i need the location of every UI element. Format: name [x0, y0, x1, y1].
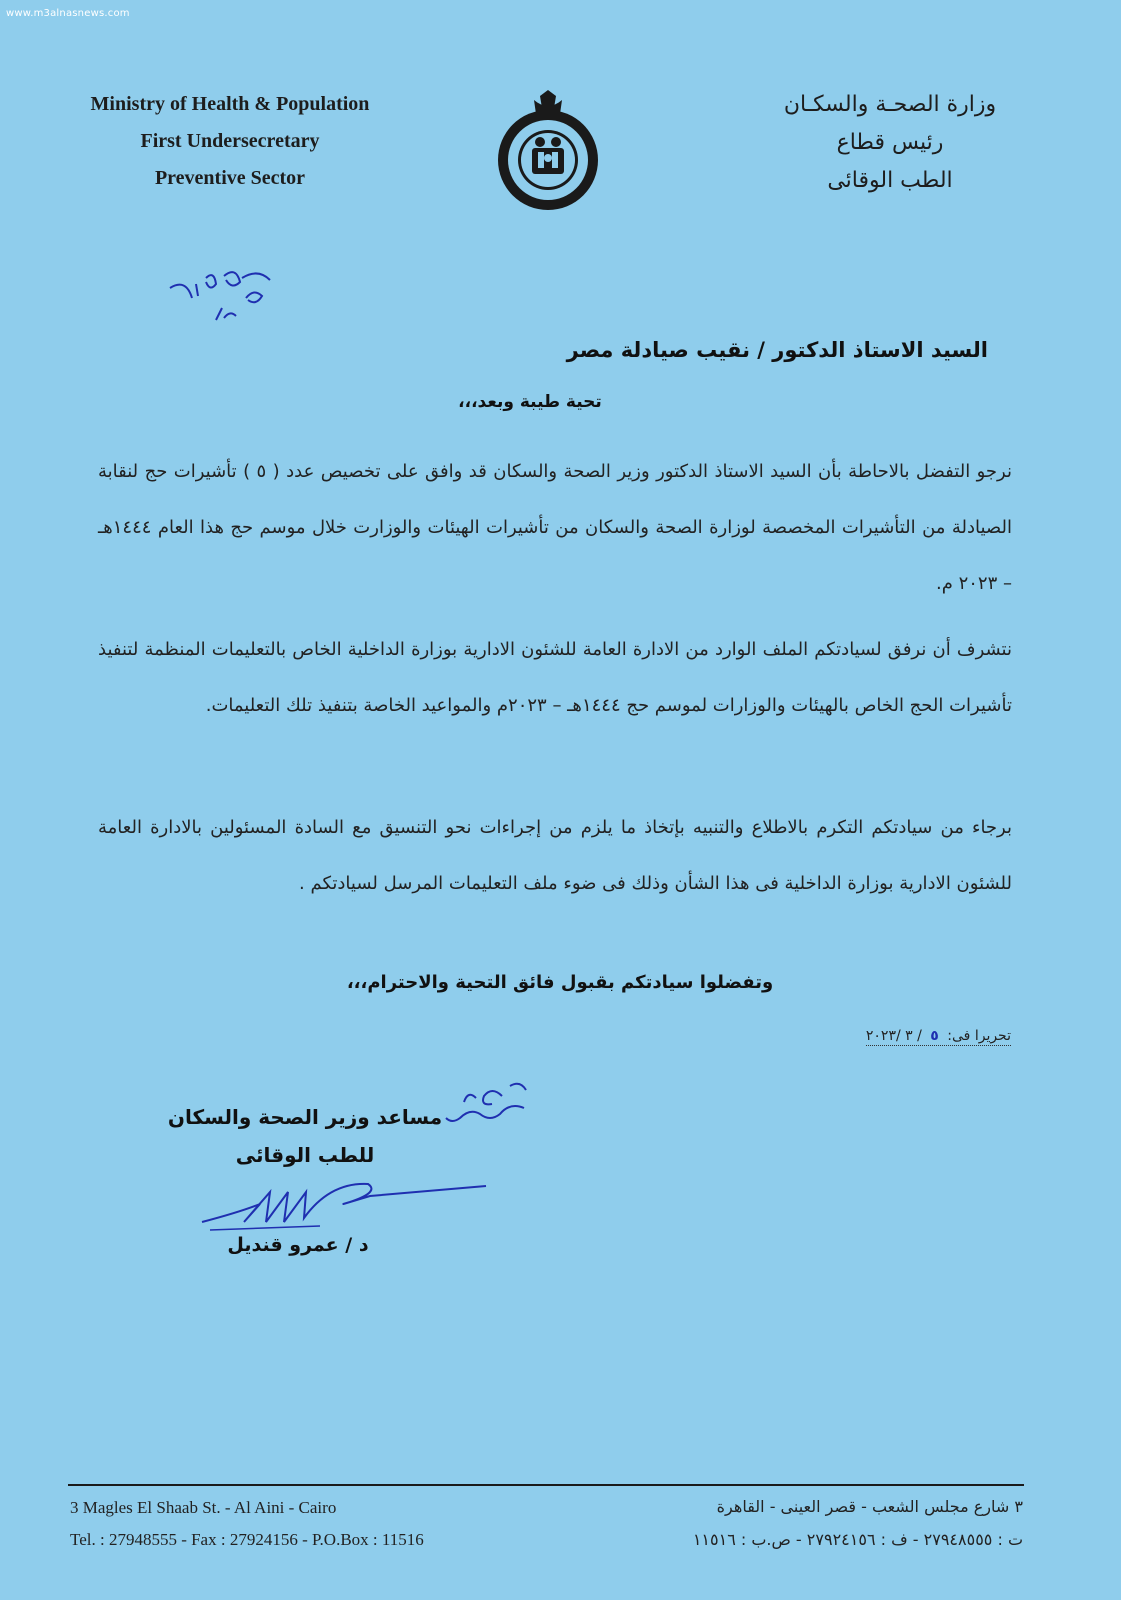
letter-paragraph-2: نتشرف أن نرفق لسيادتكم الملف الوارد من الادارة العامة للشئون الادارية بوزارة الداخلية الخاص بالتعليمات المنظمة لتنفيذ تأشيرات الحج الخاص بالهيئات والوزارات لموسم حج ١٤٤٤هـ – ٢٠٢٣م والمواعيد الخاصة بتنفيذ تلك التعليمات. — [98, 639, 1012, 716]
date-month-year: / ٣ /٢٠٢٣ — [865, 1028, 922, 1044]
signatory-title-line1: مساعد وزير الصحة والسكان — [167, 1105, 443, 1129]
issue-date — [866, 1028, 1011, 1046]
header-en-undersecretary: First Undersecretary — [140, 130, 320, 152]
letter-paragraph-3: برجاء من سيادتكم التكرم بالاطلاع والتنبيه بإتخاذ ما يلزم من إجراءات نحو التنسيق مع السادة المسئولين بالادارة العامة للشئون الادارية بوزارة الداخلية فى هذا الشأن وذلك فى ضوء ملف التعليمات المرسل لسيادتكم . — [98, 817, 1012, 894]
header-ar-sector: الطب الوقائى — [827, 168, 953, 193]
handwritten-reference-note — [166, 258, 286, 338]
header-ar-ministry: وزارة الصحـة والسكـان — [783, 92, 997, 117]
header-ar-head: رئيس قطاع — [836, 130, 944, 155]
letter-paragraph-1: نرجو التفضل بالاحاطة بأن السيد الاستاذ الدكتور وزير الصحة والسكان قد وافق على تخصيص عدد ( ٥ ) تأشيرات حج لنقابة الصيادلة من التأشيرات المخصصة لوزارة الصحة والسكان من تأشيرات الهيئات والوزارت خلال موسم حج هذا العام ١٤٤٤هـ – ٢٠٢٣ م. — [98, 461, 1012, 594]
signatory-name: د / عمرو قنديل — [227, 1234, 369, 1256]
greeting-line: تحية طيبة وبعد،،، — [458, 392, 602, 412]
header-arabic — [740, 86, 1040, 200]
footer-ar-contact: ت : ٢٧٩٤٨٥٥٥ - ف : ٢٧٩٢٤١٥٦ - ص.ب : ١١٥١٦ — [692, 1530, 1023, 1549]
footer-en-address: 3 Magles El Shaab St. - Al Aini - Cairo — [70, 1498, 337, 1517]
footer-ar-address: ٣ شارع مجلس الشعب - قصر العينى - القاهرة — [716, 1497, 1023, 1516]
header-english — [60, 86, 400, 197]
recipient-line: السيد الاستاذ الدكتور / نقيب صيادلة مصر — [566, 338, 988, 362]
signatory-title-line2: للطب الوقائى — [235, 1143, 375, 1167]
ministry-seal-icon — [494, 88, 602, 214]
footer-en-contact: Tel. : 27948555 - Fax : 27924156 - P.O.Box : 11516 — [70, 1530, 424, 1549]
date-label: تحريرا فى: — [947, 1028, 1011, 1044]
date-day: ٥ — [930, 1028, 939, 1044]
footer-divider — [68, 1484, 1024, 1486]
watermark: www.m3alnasnews.com — [6, 8, 130, 19]
closing-line: وتفضلوا سيادتكم بقبول فائق التحية والاحترام،،، — [346, 972, 774, 993]
footer-arabic — [553, 1490, 1023, 1556]
footer-english — [70, 1492, 540, 1556]
header-en-sector: Preventive Sector — [154, 167, 306, 189]
signatory-title — [140, 1098, 470, 1174]
header-en-ministry: Ministry of Health & Population — [90, 93, 370, 115]
